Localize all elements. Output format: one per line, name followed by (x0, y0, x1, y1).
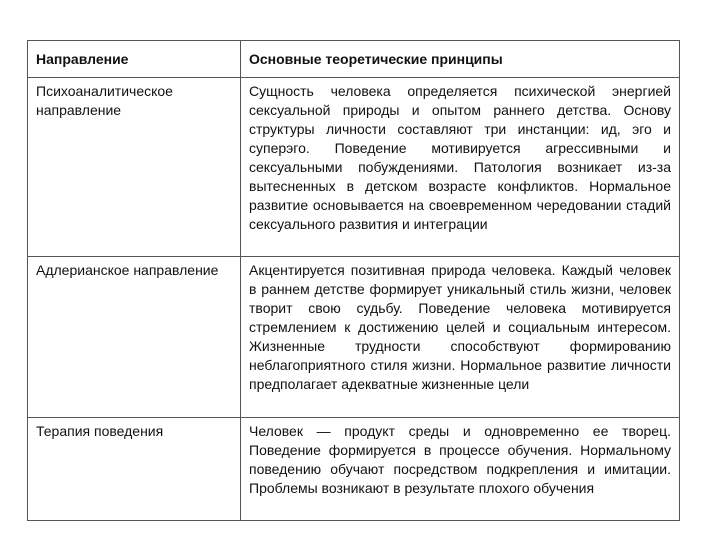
header-principles: Основные теоретические принципы (241, 41, 680, 78)
direction-cell: Терапия поведения (28, 418, 241, 521)
header-row (28, 41, 680, 78)
principles-cell: Человек — продукт среды и одновременно ее творец. Поведение формируется в процессе обучения. Нормальному поведению обучают посредством подкрепления и имитации. Проблемы возникают в результате плохого обучения (241, 418, 680, 521)
principles-cell: Акцентируется позитивная природа человека. Каждый человек в раннем детстве формирует уникальный стиль жизни, человек творит свою судьбу. Поведение человека мотивируется стремлением к достижению целей и социальным интересом. Жизненные трудности способствуют формированию неблагоприятного стиля жизни. Нормальное развитие личности предполагает адекватные жизненные цели (241, 257, 680, 418)
table-body (28, 78, 680, 521)
header-direction: Направление (28, 41, 241, 78)
table-row (28, 257, 680, 418)
table-row (28, 78, 680, 257)
direction-cell: Адлерианское направление (28, 257, 241, 418)
table-row (28, 418, 680, 521)
table-header (28, 41, 680, 78)
principles-cell: Сущность человека определяется психической энергией сексуальной природы и опытом раннего детства. Основу структуры личности составляют три инстанции: ид, эго и суперэго. Поведение мотивируется агрессивными и сексуальными побуждениями. Патология возникает из-за вытесненных в детском возрасте конфликтов. Нормальное развитие основывается на своевременном чередовании стадий сексуального развития и интеграции (241, 78, 680, 257)
direction-cell: Психоаналитическое направление (28, 78, 241, 257)
directions-table (27, 40, 680, 521)
